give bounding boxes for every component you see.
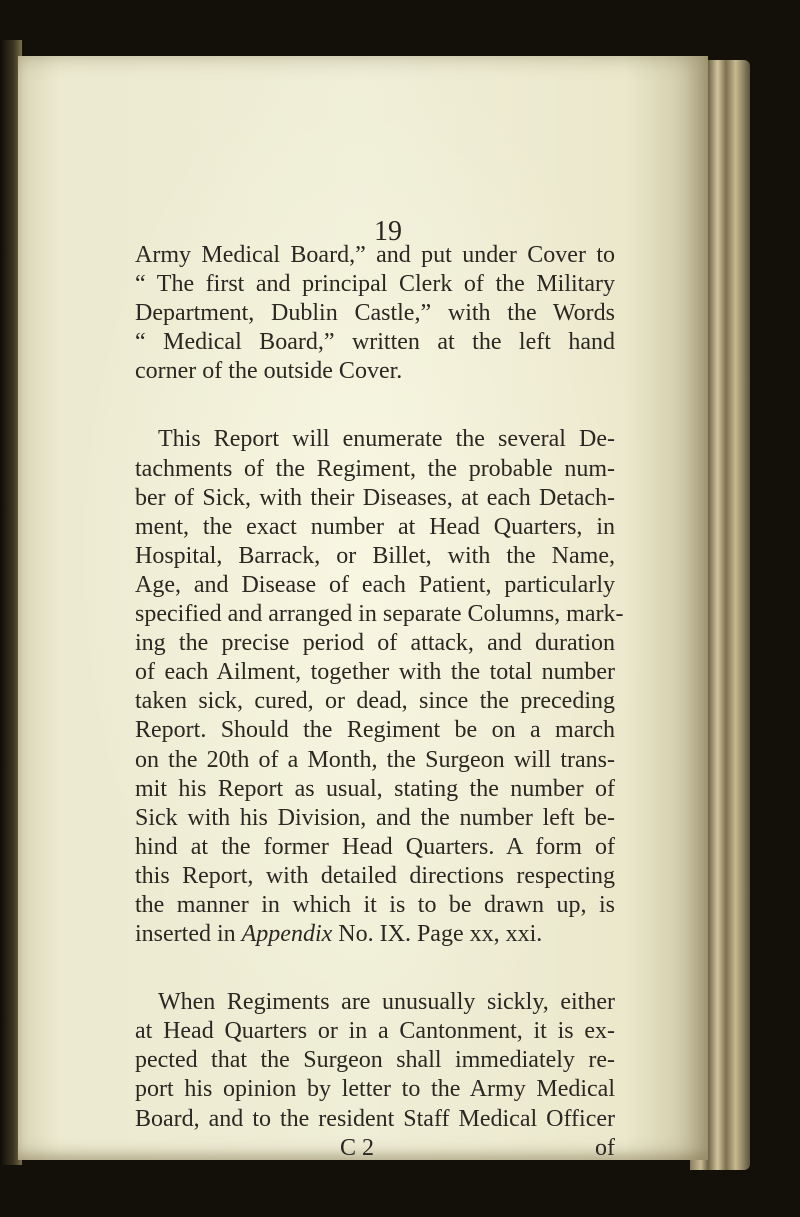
catchword: of — [595, 1134, 615, 1161]
paragraph-3 — [135, 988, 615, 1133]
text-line: Age, and Disease of each Patient, particularly — [135, 571, 615, 598]
text-line: on the 20th of a Month, the Surgeon will trans- — [135, 746, 615, 773]
text-line: Hospital, Barrack, or Billet, with the Name, — [135, 542, 615, 569]
text-line: Board, and to the resident Staff Medical Officer — [135, 1105, 615, 1132]
text-line: this Report, with detailed directions respecting — [135, 862, 615, 889]
text-line: tachments of the Regiment, the probable num- — [135, 455, 615, 482]
text-segment: No. IX. Page xx, xxi. — [332, 921, 543, 948]
text-block — [135, 241, 624, 1163]
text-line: of each Ailment, together with the total number — [135, 659, 615, 686]
text-line: corner of the outside Cover. — [135, 358, 403, 385]
paragraph-2 — [135, 425, 624, 949]
page-footer — [135, 1134, 615, 1163]
text-line: Sick with his Division, and the number left be- — [135, 804, 615, 831]
text-line: taken sick, cured, or dead, since the preceding — [135, 688, 615, 715]
book-page — [18, 56, 708, 1160]
text-line: This Report will enumerate the several De- — [158, 426, 615, 453]
appendix-italic: Appendix — [241, 921, 333, 948]
text-line: “ The first and principal Clerk of the Military — [135, 271, 615, 298]
text-line: Army Medical Board,” and put under Cover to — [135, 242, 615, 268]
text-line: “ Medical Board,” written at the left hand — [135, 329, 615, 356]
paragraph-1 — [135, 241, 615, 386]
text-line: specified and arranged in separate Columns, mark- — [135, 601, 624, 628]
text-line: mit his Report as usual, stating the number of — [135, 775, 615, 802]
text-line: ber of Sick, with their Diseases, at each Detach- — [135, 484, 615, 511]
text-line: hind at the former Head Quarters. A form of — [135, 833, 615, 860]
text-line: Department, Dublin Castle,” with the Words — [135, 300, 615, 327]
text-line: at Head Quarters or in a Cantonment, it is ex- — [135, 1018, 615, 1045]
text-line: ment, the exact number at Head Quarters, in — [135, 513, 615, 540]
signature-mark: C 2 — [340, 1134, 375, 1161]
page-number: 19 — [374, 216, 402, 247]
text-line: Report. Should the Regiment be on a march — [135, 717, 615, 744]
appendix-reference-line — [135, 920, 615, 949]
text-line: port his opinion by letter to the Army Medical — [135, 1076, 615, 1103]
text-line: When Regiments are unusually sickly, either — [158, 989, 615, 1016]
text-line: the manner in which it is to be drawn up, is — [135, 891, 615, 918]
text-line: ing the precise period of attack, and duration — [135, 630, 615, 657]
text-segment: inserted in — [135, 921, 242, 948]
text-line: pected that the Surgeon shall immediately re- — [135, 1047, 615, 1074]
